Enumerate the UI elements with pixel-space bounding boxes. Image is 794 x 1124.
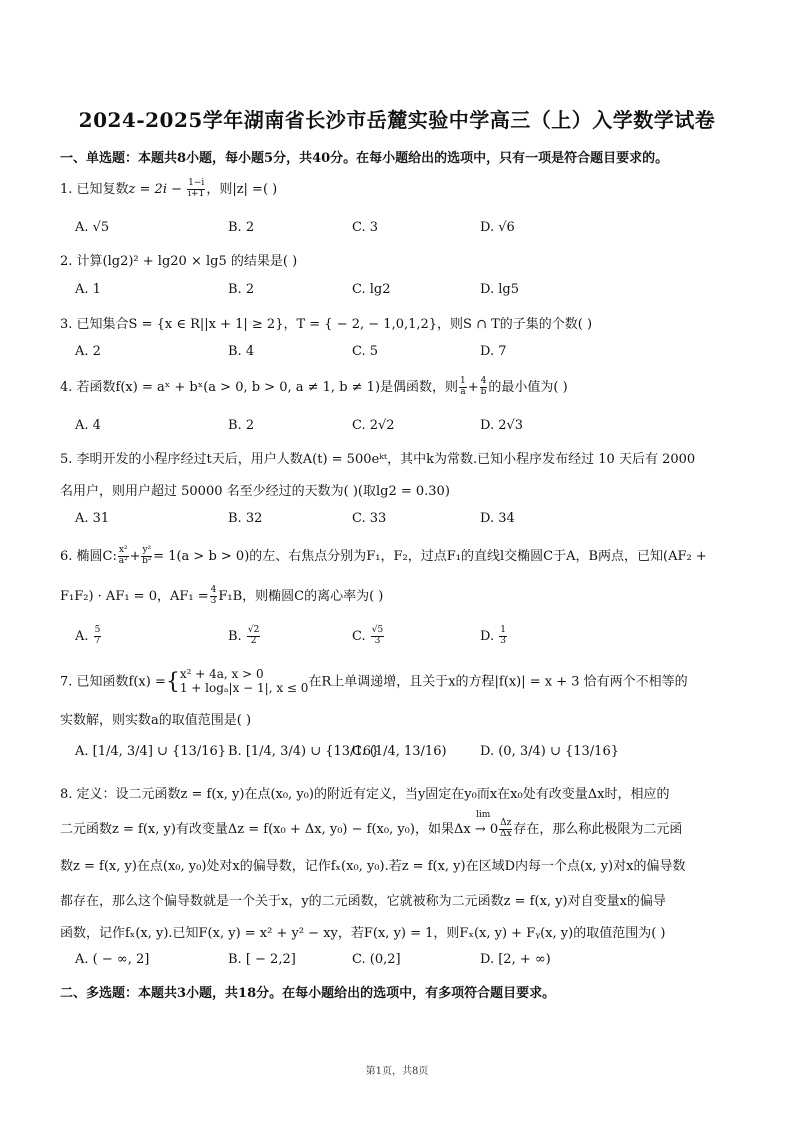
question-7-option-d[interactable]: D. (0, 3/4) ∪ {13/16} (480, 744, 619, 759)
question-1-option-d[interactable]: D. √6 (480, 220, 515, 235)
piecewise-cases: x² + 4a, x > 0 1 + logₐ|x − 1|, x ≤ 0 (179, 667, 309, 695)
question-8-stem-line-1: 8. 定义：设二元函数z = f(x, y)在点(x₀, y₀)的附近有定义，当y固定在y₀而x在x₀处有改变量Δx时，相应的 (60, 787, 670, 802)
question-1-option-c[interactable]: C. 3 (352, 220, 379, 235)
question-7-option-c[interactable]: C. (1/4, 13/16) (352, 744, 447, 759)
question-8-option-d[interactable]: D. [2, + ∞) (480, 952, 551, 967)
question-3-option-d[interactable]: D. 7 (480, 344, 507, 359)
section-multiple-choice-header: 二、多选题：本题共3小题，共18分。在每小题给出的选项中，有多项符合题目要求。 (60, 986, 556, 1001)
fraction: $\frac{√2}{2}$ (247, 625, 260, 646)
question-6-option-a[interactable]: A. $\frac{5}{7}$ (75, 625, 101, 646)
question-2-option-c[interactable]: C. lg2 (352, 282, 391, 297)
fraction: $\frac{1-i}{i+1}$ (188, 178, 205, 199)
question-4-stem: 4. 若函数f(x) = aˣ + bˣ(a > 0, b > 0, a ≠ 1, b ≠ 1)是偶函数，则 $\frac{1}{a}$ + $\frac{4}{b}$ 的最小值为( ) (60, 376, 568, 397)
question-8-stem-line-4: 都存在，那么这个偏导数就是一个关于x，y的二元函数，它就被称为二元函数z = f(x, y)对自变量x的偏导 (60, 894, 666, 909)
question-8-option-a[interactable]: A. ( − ∞, 2] (75, 952, 150, 967)
question-6-stem-line-1: 6. 椭圆C: $\frac{\text{x²}}{\text{a²}}$ + $\frac{\text{y²}}{\text{b²}}$ = 1(a > b > 0)的左、右焦点分别为F₁，F₂，过点F₁的直线l交椭圆C于A，B两点，已知(AF₂ + (60, 545, 707, 566)
question-4-option-a[interactable]: A. 4 (75, 418, 101, 433)
question-5-stem-line-1: 5. 李明开发的小程序经过t天后，用户人数A(t) = 500eᵏᵗ，其中k为常数.已知小程序发布经过 10 天后有 2000 (60, 452, 696, 467)
question-7-option-a[interactable]: A. [1/4, 3/4] ∪ {13/16} (75, 744, 227, 759)
fraction: $\frac{\text{x²}}{\text{a²}}$ (118, 545, 128, 566)
question-3-option-b[interactable]: B. 4 (228, 344, 255, 359)
question-5-option-d[interactable]: D. 34 (480, 511, 515, 526)
question-4-option-b[interactable]: B. 2 (228, 418, 255, 433)
fraction: $\frac{\text{y²}}{\text{b²}}$ (142, 545, 152, 566)
question-8-option-b[interactable]: B. [ − 2,2] (228, 952, 296, 967)
question-1-option-a[interactable]: A. √5 (75, 220, 110, 235)
question-8-option-c[interactable]: C. (0,2] (352, 952, 401, 967)
question-6-stem-line-2: F₁F₂) · AF₁ = 0，AF₁ = $\frac{4}{3}$ F₁B，则椭圆C的离心率为( ) (60, 585, 384, 606)
question-2-stem: 2. 计算(lg2)² + lg20 × lg5 的结果是( ) (60, 254, 298, 269)
question-3-stem: 3. 已知集合S = {x ∈ R||x + 1| ≥ 2}，T = { − 2, − 1,0,1,2}，则S ∩ T的子集的个数( ) (60, 317, 593, 332)
fraction: $\frac{√5}{3}$ (371, 625, 384, 646)
question-3-option-c[interactable]: C. 5 (352, 344, 379, 359)
question-3-option-a[interactable]: A. 2 (75, 344, 101, 359)
question-5-option-a[interactable]: A. 31 (75, 511, 110, 526)
question-5-option-c[interactable]: C. 33 (352, 511, 387, 526)
question-4-option-d[interactable]: D. 2√3 (480, 418, 524, 433)
question-2-option-b[interactable]: B. 2 (228, 282, 255, 297)
section-single-choice-header: 一、单选题：本题共8小题，每小题5分，共40分。在每小题给出的选项中，只有一项是符合题目要求的。 (60, 151, 669, 166)
page-footer: 第1页，共8页 (365, 1066, 429, 1077)
fraction: $\frac{1}{a}$ (460, 376, 466, 397)
question-1-option-b[interactable]: B. 2 (228, 220, 255, 235)
question-5-stem-line-2: 名用户，则用户超过 50000 名至少经过的天数为( )(取lg2 = 0.30) (60, 484, 450, 499)
question-7-stem-line-1: 7. 已知函数f(x) ={ x² + 4a, x > 0 1 + logₐ|x − 1|, x ≤ 0 在R上单调递增，且关于x的方程|f(x)| = x + 3 恰有两个不相等的 (60, 667, 688, 695)
question-5-option-b[interactable]: B. 32 (228, 511, 263, 526)
question-6-option-c[interactable]: C. $\frac{√5}{3}$ (352, 625, 384, 646)
question-7-option-b[interactable]: B. [1/4, 3/4) ∪ {13/16} (228, 744, 380, 759)
question-2-option-a[interactable]: A. 1 (75, 282, 101, 297)
fraction: $\frac{\Delta z}{\Delta x}$ (499, 818, 512, 839)
question-8-stem-line-2: 二元函数z = f(x, y)有改变量Δz = f(x₀ + Δx, y₀) − f(x₀, y₀)，如果 lim Δx → 0 $\frac{\Delta z}{\Delta x}$ 存在，那么称此极限为二元函 (60, 810, 683, 839)
page-title: 2024-2025学年湖南省长沙市岳麓实验中学高三（上）入学数学试卷 (78, 108, 716, 132)
question-7-stem-line-2: 实数解，则实数a的取值范围是( ) (60, 713, 252, 728)
fraction: $\frac{4}{3}$ (210, 585, 217, 606)
question-2-option-d[interactable]: D. lg5 (480, 282, 519, 297)
question-6-option-b[interactable]: B. $\frac{√2}{2}$ (228, 625, 260, 646)
question-8-stem-line-3: 数z = f(x, y)在点(x₀, y₀)处对x的偏导数，记作fₓ(x₀, y₀).若z = f(x, y)在区域D内每一个点(x, y)对x的偏导数 (60, 859, 686, 874)
fraction: $\frac{4}{b}$ (480, 376, 487, 397)
question-4-option-c[interactable]: C. 2√2 (352, 418, 395, 433)
question-1-stem: 1. 已知复数z = 2i − $\frac{1-i}{i+1}$ ，则|z| =( ) (60, 178, 278, 199)
fraction: $\frac{5}{7}$ (94, 625, 101, 646)
fraction: $\frac{1}{3}$ (500, 625, 506, 646)
question-6-option-d[interactable]: D. $\frac{1}{3}$ (480, 625, 506, 646)
question-8-stem-line-5: 函数，记作fₓ(x, y).已知F(x, y) = x² + y² − xy，若F(x, y) = 1，则Fₓ(x, y) + Fᵧ(x, y)的取值范围为( ) (60, 926, 666, 941)
